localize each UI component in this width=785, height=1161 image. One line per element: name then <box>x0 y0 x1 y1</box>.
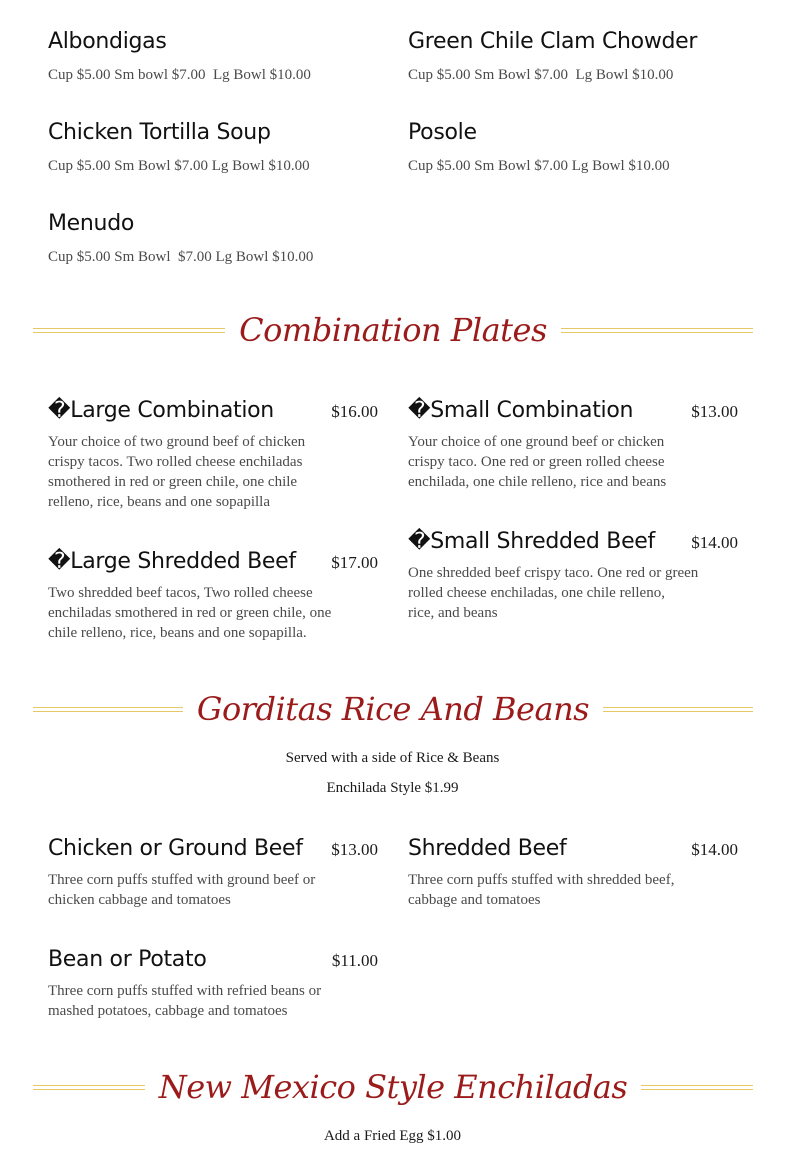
item-prices: Cup $5.00 Sm Bowl $7.00 Lg Bowl $10.00 <box>48 158 310 174</box>
item-name: �Large Combination <box>48 398 274 423</box>
gold-rule-right <box>603 707 753 712</box>
section-title: New Mexico Style Enchiladas <box>158 1068 628 1106</box>
item-name: Posole <box>408 120 477 145</box>
menu-item-small-shredded-beef <box>408 529 738 623</box>
item-description: Your choice of two ground beef of chicken crispy tacos. Two rolled cheese enchiladas smothered in red or green chile, one chile relleno, rice, beans and one sopapilla <box>48 434 306 510</box>
menu-item-bean-or-potato <box>48 947 378 1021</box>
menu-item-small-combination <box>408 398 738 492</box>
section-title: Combination Plates <box>239 311 547 349</box>
item-name: �Large Shredded Beef <box>48 549 296 574</box>
item-name: Green Chile Clam Chowder <box>408 29 698 54</box>
menu-item-large-combination <box>48 398 378 512</box>
item-description: Three corn puffs stuffed with ground beef or chicken cabbage and tomatoes <box>48 872 316 908</box>
gold-rule-right <box>561 328 753 333</box>
gold-rule-right <box>641 1085 753 1090</box>
item-price: $14.00 <box>691 533 738 552</box>
item-name: �Small Shredded Beef <box>408 529 655 554</box>
item-description: Two shredded beef tacos, Two rolled cheese enchiladas smothered in red or green chile, one chile relleno, rice, beans and one sopapilla. <box>48 585 332 641</box>
gorditas-side-note: Served with a side of Rice & Beans <box>285 750 500 766</box>
item-name: Chicken or Ground Beef <box>48 836 303 861</box>
menu-item-shredded-beef <box>408 836 738 910</box>
section-title: Gorditas Rice And Beans <box>196 690 590 728</box>
item-description: Three corn puffs stuffed with refried beans or mashed potatoes, cabbage and tomatoes <box>48 983 322 1019</box>
item-description: One shredded beef crispy taco. One red or green rolled cheese enchiladas, one chile relleno, rice, and beans <box>408 565 699 621</box>
menu-item-chicken-tortilla-soup <box>48 120 378 176</box>
gold-rule-left <box>33 707 183 712</box>
item-price: $13.00 <box>331 840 378 859</box>
item-price: $14.00 <box>691 840 738 859</box>
item-prices: Cup $5.00 Sm Bowl $7.00 Lg Bowl $10.00 <box>408 158 670 174</box>
item-name: Shredded Beef <box>408 836 567 861</box>
menu-item-chicken-or-ground-beef <box>48 836 378 910</box>
item-price: $16.00 <box>331 402 378 421</box>
menu-item-albondigas <box>48 29 378 85</box>
item-name: Chicken Tortilla Soup <box>48 120 271 145</box>
menu-item-posole <box>408 120 738 176</box>
gold-rule-left <box>33 1085 145 1090</box>
item-price: $13.00 <box>691 402 738 421</box>
item-name: Menudo <box>48 211 135 236</box>
item-prices: Cup $5.00 Sm Bowl $7.00 Lg Bowl $10.00 <box>408 67 674 83</box>
item-name: Albondigas <box>48 29 167 54</box>
enchiladas-egg-note: Add a Fried Egg $1.00 <box>323 1128 462 1144</box>
menu-item-menudo <box>48 211 378 267</box>
menu-item-green-chile-clam-chowder <box>408 29 738 85</box>
gorditas-enchilada-note: Enchilada Style $1.99 <box>326 780 459 796</box>
item-prices: Cup $5.00 Sm bowl $7.00 Lg Bowl $10.00 <box>48 67 311 83</box>
item-name: �Small Combination <box>408 398 634 423</box>
item-name: Bean or Potato <box>48 947 207 972</box>
item-prices: Cup $5.00 Sm Bowl $7.00 Lg Bowl $10.00 <box>48 249 314 265</box>
item-description: Your choice of one ground beef or chicken crispy taco. One red or green rolled cheese enchilada, one chile relleno, rice and beans <box>408 434 667 490</box>
gold-rule-left <box>33 328 225 333</box>
section-heading-enchiladas <box>33 1062 753 1112</box>
menu-item-large-shredded-beef <box>48 549 378 643</box>
item-description: Three corn puffs stuffed with shredded beef, cabbage and tomatoes <box>408 872 675 908</box>
section-heading-combination <box>33 305 753 355</box>
section-heading-gorditas <box>33 684 753 734</box>
item-price: $17.00 <box>331 553 378 572</box>
item-price: $11.00 <box>331 951 378 970</box>
